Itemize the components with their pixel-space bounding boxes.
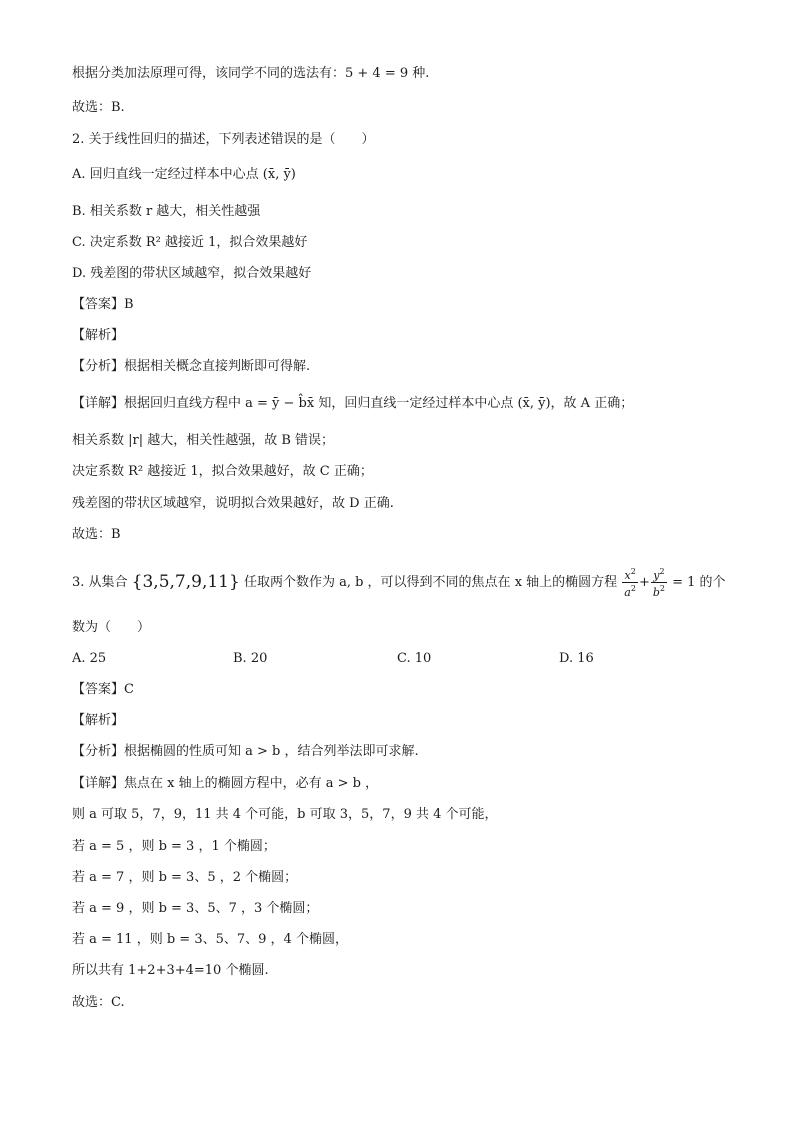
question-2-option-d: D. 残差图的带状区域越窄，拟合效果越好 xyxy=(72,266,312,281)
question-2-detail-4: 残差图的带状区域越窄，说明拟合效果越好，故 D 正确. xyxy=(72,496,394,511)
question-2-detail-1: 【详解】根据回归直线方程中 a = ȳ − b̂x̄ 知，回归直线一定经过样本中心点 (x̄, ȳ)，故 A 正确； xyxy=(72,396,634,411)
question-3-stem-prefix: 3. 从集合 xyxy=(72,575,132,590)
question-3-detail-2: 则 a 可取 5，7，9，11 共 4 个可能，b 可取 3，5，7，9 共 4 个可能， xyxy=(72,807,498,822)
question-2-option-a: A. 回归直线一定经过样本中心点 (x̄, ȳ) xyxy=(72,167,296,182)
question-2-stem: 2. 关于线性回归的描述，下列表述错误的是（ ） xyxy=(72,132,375,147)
question-2-detail-3: 决定系数 R² 越接近 1，拟合效果越好，故 C 正确； xyxy=(72,464,373,479)
question-2-detail-2: 相关系数 |r| 越大，相关性越强，故 B 错误； xyxy=(72,433,335,448)
question-3-option-c: C. 10 xyxy=(397,651,432,666)
question-3-case-a9: 若 a = 9 ，则 b = 3、5、7 ，3 个椭圆； xyxy=(72,901,319,916)
question-3-case-a11: 若 a = 11 ，则 b = 3、5、7、9 ，4 个椭圆， xyxy=(72,932,348,947)
set-notation: {3,5,7,9,11} xyxy=(131,572,240,592)
question-2-final-choice: 故选：B xyxy=(72,527,121,542)
question-3-stem-cont: 数为（ ） xyxy=(72,620,151,635)
question-3-stem xyxy=(72,566,726,599)
question-2-option-b: B. 相关系数 r 越大，相关性越强 xyxy=(72,204,261,219)
solution-sum-line: 根据分类加法原理可得，该同学不同的选法有：5 + 4 = 9 种. xyxy=(72,66,430,81)
question-3-stem-middle: 任取两个数作为 a, b ，可以得到不同的焦点在 x 轴上的椭圆方程 xyxy=(239,575,622,590)
question-3-analysis: 【分析】根据椭圆的性质可知 a > b ，结合列举法即可求解. xyxy=(72,744,419,759)
question-2-option-c: C. 决定系数 R² 越接近 1，拟合效果越好 xyxy=(72,235,308,250)
fraction-y2-over-b2: $\frac{y^2}{b^2}$ xyxy=(652,567,665,599)
question-2-analysis: 【分析】根据相关概念直接判断即可得解. xyxy=(72,359,311,374)
question-3-option-b: B. 20 xyxy=(233,651,268,666)
question-3-option-a: A. 25 xyxy=(72,651,107,666)
question-3-option-d: D. 16 xyxy=(559,651,594,666)
question-2-analysis-heading: 【解析】 xyxy=(72,328,125,343)
question-2-answer: 【答案】B xyxy=(72,297,134,312)
question-3-analysis-heading: 【解析】 xyxy=(72,713,125,728)
question-3-stem-suffix: = 1 的个 xyxy=(668,575,726,590)
prev-answer-choice: 故选：B. xyxy=(72,100,125,115)
question-3-final-choice: 故选：C. xyxy=(72,995,125,1010)
question-3-total: 所以共有 1+2+3+4=10 个椭圆. xyxy=(72,963,269,978)
question-3-case-a7: 若 a = 7 ，则 b = 3、5 ，2 个椭圆； xyxy=(72,870,298,885)
fraction-x2-over-a2: $\frac{x^2}{a^2}$ xyxy=(624,567,636,599)
question-3-case-a5: 若 a = 5 ，则 b = 3 ，1 个椭圆； xyxy=(72,839,276,854)
question-3-detail-1: 【详解】焦点在 x 轴上的椭圆方程中，必有 a > b ， xyxy=(72,776,379,791)
question-3-answer: 【答案】C xyxy=(72,682,134,697)
plus-sign: + xyxy=(638,575,650,590)
